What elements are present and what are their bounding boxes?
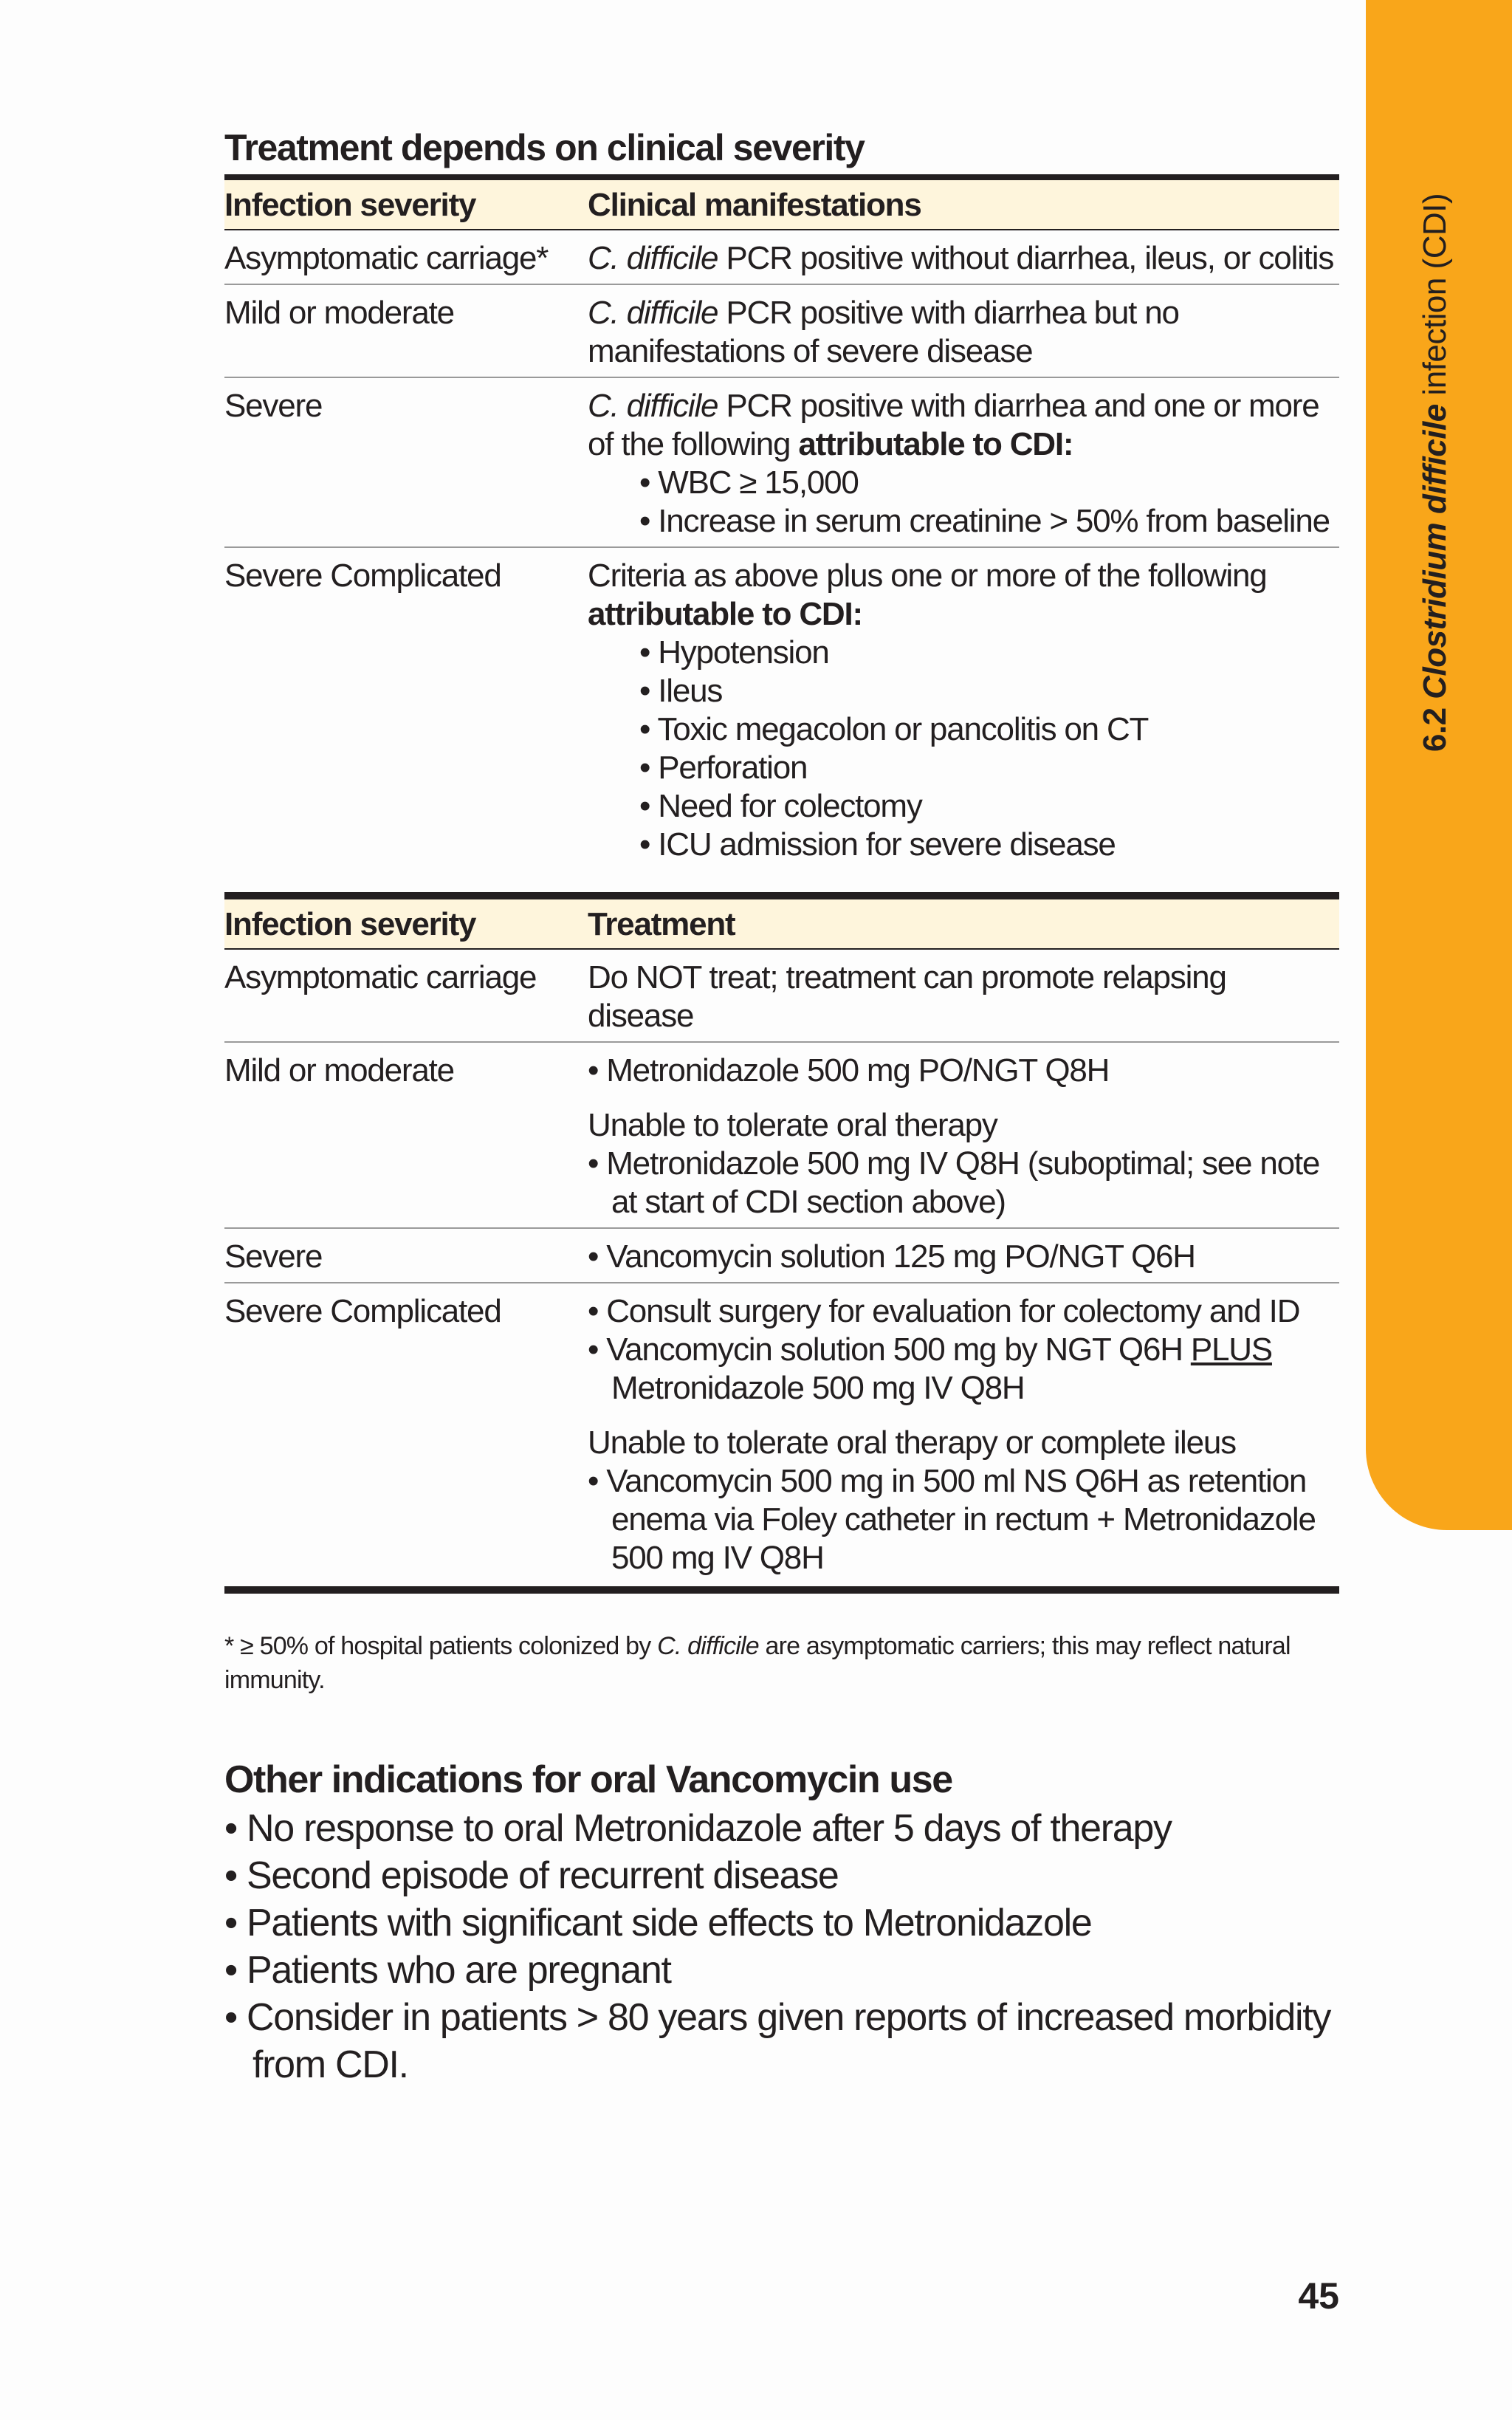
list-item: • Second episode of recurrent disease [224, 1854, 839, 1897]
bullet-item: • Need for colectomy [639, 788, 922, 824]
list-item: • Consider in patients > 80 years given reports of increased morbidity from CDI. [224, 1996, 1331, 2086]
table-row [224, 377, 1339, 547]
severity-cell: Severe Complicated [224, 1293, 501, 1329]
treatment-cell: • Consult surgery for evaluation for colectomy and ID • Vancomycin solution 500 mg by NGT Q6H PLUS Metronidazole 500 mg IV Q8H Unable to tolerate oral therapy or complete ileus • Vancomycin 500 mg in 500 ml NS Q6H as retention enema via Foley catheter in rectum + Metronidazole 500 mg IV Q8H [588, 1293, 1316, 1576]
other-indications-title: Other indications for oral Vancomycin use [224, 1758, 952, 1801]
manifestation-cell: C. difficile PCR positive without diarrhea, ileus, or colitis [588, 230, 1339, 284]
severity-table [224, 180, 1339, 870]
list-item: • No response to oral Metronidazole after 5 days of therapy [224, 1807, 1172, 1850]
list-item: • Patients with significant side effects to Metronidazole [224, 1902, 1092, 1944]
severity-cell: Severe [224, 1228, 588, 1283]
severity-cell: Asymptomatic carriage [224, 949, 588, 1042]
main-content [224, 126, 1339, 2088]
manifestation-cell: C. difficile PCR positive with diarrhea and one or more of the following attributable to CDI: • WBC ≥ 15,000 • Increase in serum creatinine > 50% from baseline [588, 377, 1339, 547]
list-item: • Patients who are pregnant [224, 1949, 671, 1992]
severity-cell: Mild or moderate [224, 284, 588, 377]
severity-cell: Mild or moderate [224, 1042, 588, 1228]
other-indications-list [224, 1805, 1339, 2088]
severity-cell: Asymptomatic carriage* [224, 230, 588, 284]
table-row [224, 1042, 1339, 1228]
header-severity: Infection severity [224, 899, 588, 949]
severity-cell: Severe [224, 377, 588, 547]
header-treatment: Treatment [588, 899, 1339, 949]
treatment-cell: • Vancomycin solution 125 mg PO/NGT Q6H [588, 1228, 1339, 1283]
footnote: * ≥ 50% of hospital patients colonized by C. difficile are asymptomatic carriers; this may reflect natural immunity. [224, 1632, 1291, 1694]
section-title: Treatment depends on clinical severity [224, 127, 865, 168]
bullet-item: • Ileus [639, 673, 723, 709]
treatment-table [224, 899, 1339, 1583]
table-row [224, 1283, 1339, 1583]
table-row [224, 230, 1339, 284]
header-manifestations: Clinical manifestations [588, 180, 1339, 230]
chapter-tab-label: 6.2 Clostridium difficile infection (CDI) [1417, 193, 1453, 753]
section-rule [224, 892, 1339, 899]
bullet-item: • WBC ≥ 15,000 [639, 465, 859, 501]
bullet-item: • Hypotension [639, 634, 829, 671]
bullet-item: • ICU admission for severe disease [639, 826, 1116, 863]
bottom-rule [224, 1586, 1339, 1594]
treatment-cell: • Metronidazole 500 mg PO/NGT Q8H Unable to tolerate oral therapy • Metronidazole 500 mg IV Q8H (suboptimal; see note at start of CDI section above) [588, 1042, 1339, 1228]
bullet-item: • Toxic megacolon or pancolitis on CT [639, 711, 1149, 747]
treatment-cell: Do NOT treat; treatment can promote relapsing disease [588, 949, 1339, 1042]
header-severity: Infection severity [224, 180, 588, 230]
top-rule [224, 174, 1339, 180]
severity-cell: Severe Complicated [224, 558, 501, 594]
table-row [224, 284, 1339, 377]
table-row [224, 1228, 1339, 1283]
table-row [224, 949, 1339, 1042]
table-row [224, 547, 1339, 870]
page-number: 45 [1298, 2275, 1339, 2317]
bullet-item: • Increase in serum creatinine > 50% from baseline [639, 503, 1330, 539]
bullet-item: • Perforation [639, 750, 808, 786]
manifestation-cell: C. difficile PCR positive with diarrhea but no manifestations of severe disease [588, 284, 1339, 377]
manifestation-cell: Criteria as above plus one or more of the following attributable to CDI: • Hypotension • Ileus • Toxic megacolon or pancolitis on CT • Perforation • Need for colectomy • ICU admission for severe disease [588, 547, 1339, 870]
